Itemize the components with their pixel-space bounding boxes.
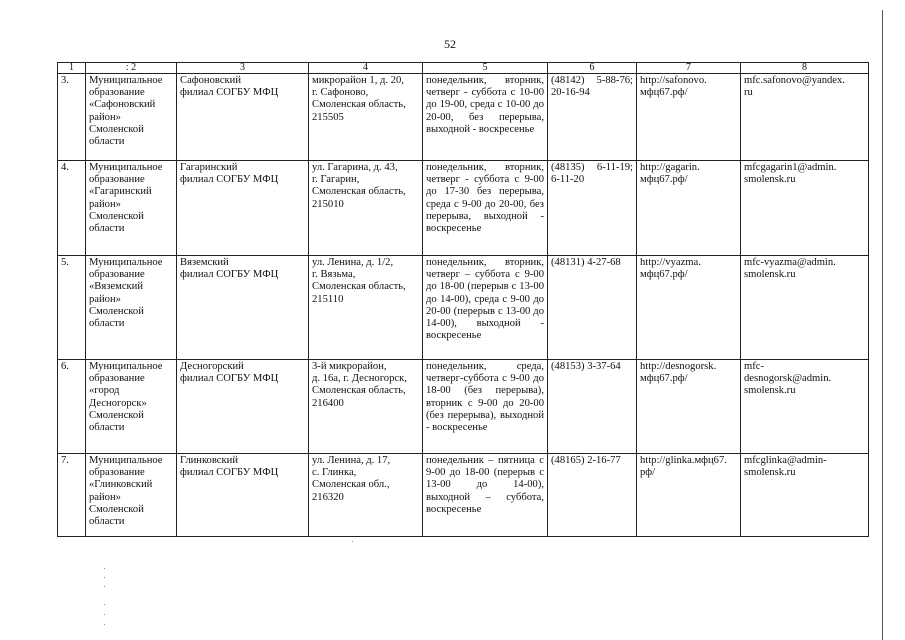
address-line: ул. Ленина, д. 17, bbox=[312, 455, 391, 466]
municipality-line: Муниципальное bbox=[89, 162, 163, 173]
column-header: 6 bbox=[548, 63, 637, 74]
table-row bbox=[58, 454, 869, 537]
municipality-line: образование bbox=[89, 373, 145, 385]
branch-cell bbox=[177, 74, 309, 161]
schedule-cell: понедельник, вторник, четверг - суббота с 9-00 до 17-30 без перерыва, среда с 9-00 до 20-00, без перерыва, выходной - воскресенье bbox=[423, 161, 548, 256]
address-line: 216400 bbox=[312, 397, 344, 409]
email-cell bbox=[741, 74, 869, 161]
website-cell bbox=[637, 256, 741, 360]
address-line: Смоленская область, bbox=[312, 385, 406, 397]
email-line: smolensk.ru bbox=[744, 385, 796, 397]
address-line: Смоленская обл., bbox=[312, 479, 390, 491]
table-row bbox=[58, 74, 869, 161]
municipality-line: образование bbox=[89, 87, 145, 99]
column-header: 8 bbox=[741, 63, 869, 74]
municipality-line: Муниципальное bbox=[89, 361, 163, 372]
municipality-line: Муниципальное bbox=[89, 455, 163, 466]
address-line: 215010 bbox=[312, 198, 344, 210]
schedule-cell: понедельник, вторник, четверг – суббота с 9-00 до 18-00 (перерыв с 13-00 до 14-00), среда с 9-00 до 20-00 (перерыв с 13-00 до 14-00), выходной - воскресенье bbox=[423, 256, 548, 360]
address-cell bbox=[309, 256, 423, 360]
municipality-line: области bbox=[89, 318, 125, 330]
site-line: http://glinka.мфц67. bbox=[640, 455, 727, 466]
branch-line: Гагаринский bbox=[180, 162, 238, 173]
address-line: с. Глинка, bbox=[312, 467, 357, 479]
phone-cell: (48142) 5-88-76; 20-16-94 bbox=[548, 74, 637, 161]
address-line: 215505 bbox=[312, 111, 344, 123]
branch-line: филиал СОГБУ МФЦ bbox=[180, 373, 279, 385]
row-number-cell: 3. bbox=[58, 74, 86, 161]
column-header: 4 bbox=[309, 63, 423, 74]
branch-line: Вяземский bbox=[180, 257, 229, 268]
branch-line: Десногорский bbox=[180, 361, 244, 372]
table-row bbox=[58, 360, 869, 454]
municipality-line: области bbox=[89, 422, 125, 434]
branch-line: филиал СОГБУ МФЦ bbox=[180, 269, 279, 281]
phone-cell: (48165) 2-16-77 bbox=[548, 454, 637, 537]
email-line: smolensk.ru bbox=[744, 269, 796, 281]
address-line: г. Вязьма, bbox=[312, 269, 356, 281]
email-line: smolensk.ru bbox=[744, 174, 796, 186]
table-row bbox=[58, 161, 869, 256]
website-cell bbox=[637, 161, 741, 256]
municipality-line: район» bbox=[89, 198, 121, 210]
municipality-line: «город bbox=[89, 385, 120, 397]
address-cell bbox=[309, 161, 423, 256]
municipality-cell bbox=[86, 256, 177, 360]
column-header: 5 bbox=[423, 63, 548, 74]
site-line: мфц67.рф/ bbox=[640, 269, 688, 281]
municipality-line: области bbox=[89, 516, 125, 528]
website-cell bbox=[637, 454, 741, 537]
municipality-line: образование bbox=[89, 269, 145, 281]
email-cell bbox=[741, 256, 869, 360]
table-body bbox=[58, 74, 869, 537]
table-row bbox=[58, 256, 869, 360]
email-line: mfc-vyazma@admin. bbox=[744, 257, 836, 268]
page-number: 52 bbox=[444, 37, 456, 51]
site-line: http://desnogorsk. bbox=[640, 361, 717, 372]
municipality-line: Смоленской bbox=[89, 123, 144, 135]
municipality-line: район» bbox=[89, 293, 121, 305]
municipality-line: район» bbox=[89, 111, 121, 123]
site-line: рф/ bbox=[640, 467, 656, 479]
schedule-cell: понедельник, среда, четверг-суббота с 9-00 до 18-00 (без перерыва), вторник с 9-00 до 20-00 (без перерыва), выходной - воскресенье bbox=[423, 360, 548, 454]
row-number-cell: 7. bbox=[58, 454, 86, 537]
municipality-cell bbox=[86, 360, 177, 454]
schedule-cell: понедельник – пятница с 9-00 до 18-00 (перерыв с 13-00 до 14-00), выходной – суббота, воскресенье bbox=[423, 454, 548, 537]
municipality-line: области bbox=[89, 136, 125, 148]
email-line: desnogorsk@admin. bbox=[744, 373, 832, 385]
municipality-cell bbox=[86, 454, 177, 537]
address-line: ул. Гагарина, д. 43, bbox=[312, 162, 398, 173]
address-line: Смоленская область, bbox=[312, 99, 406, 111]
branch-cell bbox=[177, 360, 309, 454]
row-number-cell: 4. bbox=[58, 161, 86, 256]
site-line: мфц67.рф/ bbox=[640, 373, 688, 385]
address-line: Смоленская область, bbox=[312, 281, 406, 293]
municipality-line: Смоленской bbox=[89, 210, 144, 222]
column-header: : 2 bbox=[86, 63, 177, 74]
phone-cell: (48131) 4-27-68 bbox=[548, 256, 637, 360]
scan-speck bbox=[352, 541, 353, 542]
branch-cell bbox=[177, 454, 309, 537]
email-line: mfcglinka@admin- bbox=[744, 455, 827, 466]
address-line: г. Сафоново, bbox=[312, 87, 369, 99]
branch-line: филиал СОГБУ МФЦ bbox=[180, 174, 279, 186]
branch-line: Глинковский bbox=[180, 455, 238, 466]
column-header: 3 bbox=[177, 63, 309, 74]
branch-cell bbox=[177, 256, 309, 360]
address-line: 3-й микрорайон, bbox=[312, 361, 387, 372]
site-line: мфц67.рф/ bbox=[640, 174, 688, 186]
email-cell bbox=[741, 161, 869, 256]
address-cell bbox=[309, 360, 423, 454]
address-line: д. 16а, г. Десногорск, bbox=[312, 373, 407, 385]
schedule-cell: понедельник, вторник, четверг - суббота с 10-00 до 19-00, среда с 10-00 до 20-00, без перерыва, выходной - воскресенье bbox=[423, 74, 548, 161]
municipality-cell bbox=[86, 161, 177, 256]
website-cell bbox=[637, 360, 741, 454]
site-line: http://vyazma. bbox=[640, 257, 701, 268]
municipality-cell bbox=[86, 74, 177, 161]
address-line: микрорайон 1, д. 20, bbox=[312, 75, 404, 86]
website-cell bbox=[637, 74, 741, 161]
phone-cell: (48153) 3-37-64 bbox=[548, 360, 637, 454]
branch-cell bbox=[177, 161, 309, 256]
email-line: mfc.safonovo@yandex. bbox=[744, 75, 845, 86]
municipality-line: образование bbox=[89, 467, 145, 479]
column-number-row bbox=[58, 63, 869, 74]
scan-dots-lower bbox=[104, 604, 105, 634]
address-line: г. Гагарин, bbox=[312, 174, 360, 186]
address-cell bbox=[309, 454, 423, 537]
site-line: http://safonovo. bbox=[640, 75, 707, 86]
row-number-cell: 5. bbox=[58, 256, 86, 360]
email-cell bbox=[741, 360, 869, 454]
phone-cell: (48135) 6-11-19; 6-11-20 bbox=[548, 161, 637, 256]
address-line: ул. Ленина, д. 1/2, bbox=[312, 257, 394, 268]
row-number-cell: 6. bbox=[58, 360, 86, 454]
branch-line: филиал СОГБУ МФЦ bbox=[180, 87, 279, 99]
email-line: mfcgagarin1@admin. bbox=[744, 162, 837, 173]
municipality-line: «Сафоновский bbox=[89, 99, 156, 111]
address-line: 215110 bbox=[312, 293, 344, 305]
municipality-line: области bbox=[89, 223, 125, 235]
address-line: 216320 bbox=[312, 491, 344, 503]
site-line: http://gagarin. bbox=[640, 162, 700, 173]
municipality-line: образование bbox=[89, 174, 145, 186]
municipality-line: Муниципальное bbox=[89, 75, 163, 86]
municipality-line: «Глинковский bbox=[89, 479, 153, 491]
mfc-branches-table bbox=[57, 62, 869, 537]
address-line: Смоленская область, bbox=[312, 186, 406, 198]
column-header: 7 bbox=[637, 63, 741, 74]
address-cell bbox=[309, 74, 423, 161]
site-line: мфц67.рф/ bbox=[640, 87, 688, 99]
scan-dots bbox=[104, 568, 106, 595]
page-edge-line bbox=[882, 10, 883, 640]
municipality-line: «Гагаринский bbox=[89, 186, 152, 198]
email-cell bbox=[741, 454, 869, 537]
municipality-line: Смоленской bbox=[89, 503, 144, 515]
municipality-line: Муниципальное bbox=[89, 257, 163, 268]
municipality-line: Смоленской bbox=[89, 409, 144, 421]
email-line: ru bbox=[744, 87, 753, 99]
municipality-line: «Вяземский bbox=[89, 281, 144, 293]
municipality-line: Смоленской bbox=[89, 305, 144, 317]
column-header: 1 bbox=[58, 63, 86, 74]
municipality-line: Десногорск» bbox=[89, 397, 147, 409]
branch-line: филиал СОГБУ МФЦ bbox=[180, 467, 279, 479]
email-line: mfc- bbox=[744, 361, 764, 372]
municipality-line: район» bbox=[89, 491, 121, 503]
branch-line: Сафоновский bbox=[180, 75, 242, 86]
email-line: smolensk.ru bbox=[744, 467, 796, 479]
